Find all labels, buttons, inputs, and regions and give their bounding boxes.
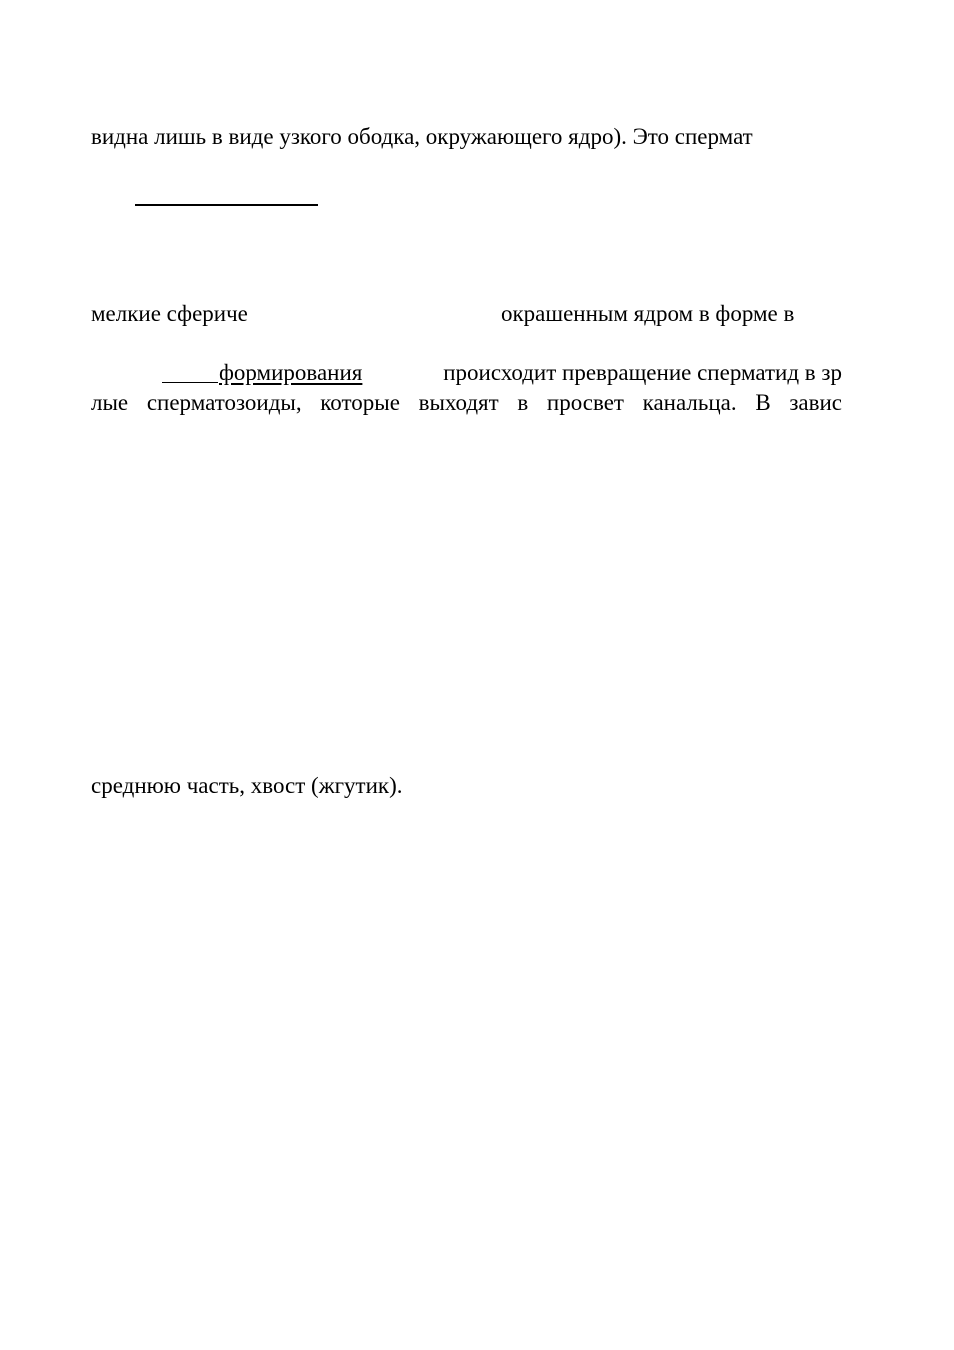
text-line-2-right: окрашенным ядром в форме в xyxy=(501,301,795,326)
blank-underline xyxy=(135,204,318,206)
text-line-3 xyxy=(219,359,842,386)
underlined-term: формирования xyxy=(219,360,363,385)
text-line-1: видна лишь в виде узкого ободка, окружающего ядро). Это спермат xyxy=(91,124,753,149)
indent-underline xyxy=(162,382,218,383)
text-line-2-left: мелкие сфериче xyxy=(91,301,248,326)
text-line-4: лые сперматозоиды, которые выходят в просвет канальца. В завис xyxy=(91,390,842,415)
text-line-3-rest: происходит превращение сперматид в зр xyxy=(443,360,842,385)
text-line-5: среднюю часть, хвост (жгутик). xyxy=(91,773,403,798)
